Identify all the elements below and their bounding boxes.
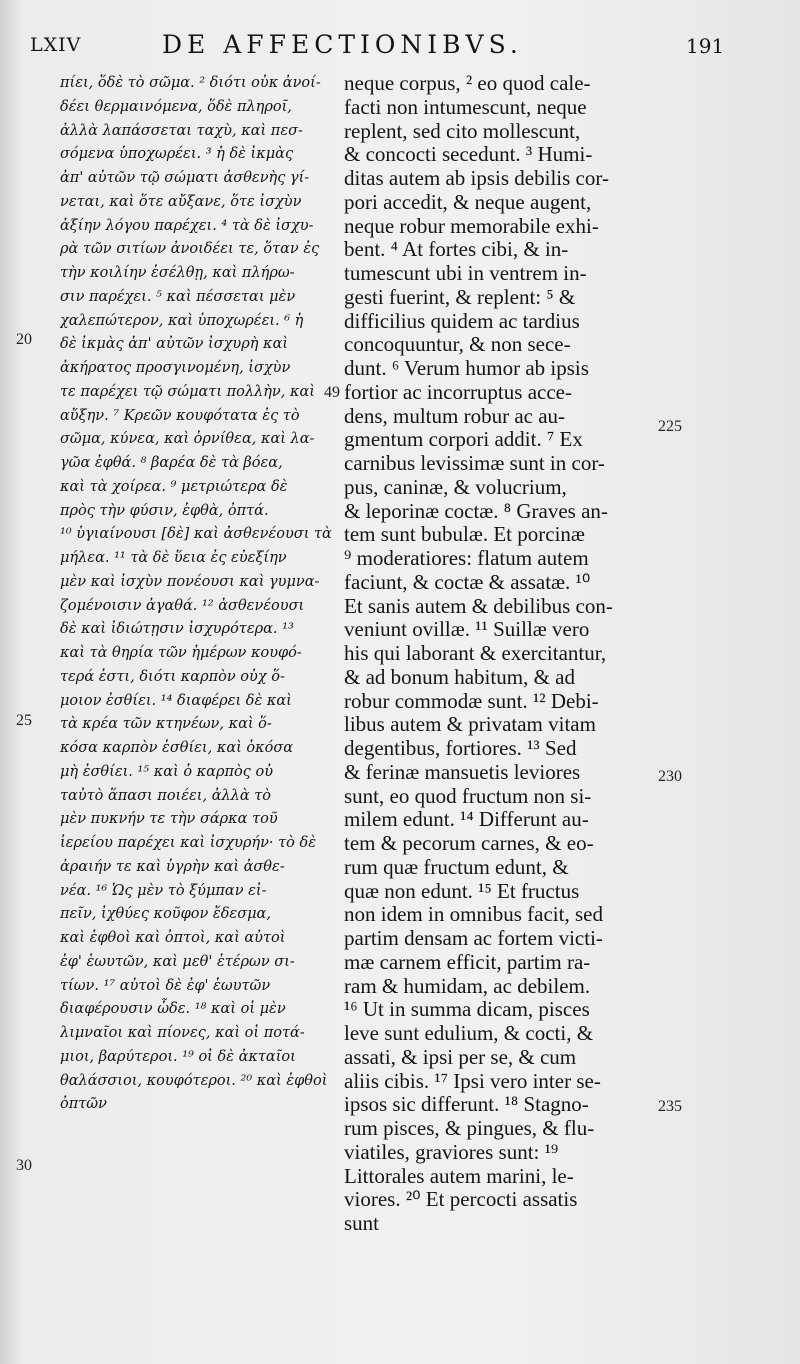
latin-text-line: fortior ac incorruptus acce- [344,380,572,404]
latin-text-line: degentibus, fortiores. ¹³ Sed [344,737,577,760]
greek-text-line: διαφέρουσιν ὧδε. ¹⁸ καὶ οἱ μὲν [60,1001,286,1018]
running-head: DE AFFECTIONIBVS. [162,30,523,59]
greek-text-line: ἀλλὰ λαπάσσεται ταχὺ, καὶ πεσ- [60,122,303,139]
latin-text-line: Littorales autem marini, le- [344,1164,574,1188]
latin-text-line: ⁹ moderatiores: flatum autem [344,547,589,570]
margin-line-number: 20 [16,331,32,348]
greek-text-line: θαλάσσιοι, κουφότεροι. ²⁰ καὶ ἑφθοὶ [60,1072,328,1089]
greek-text-line: ζομένοισιν ἀγαθά. ¹² ἀσθενέουσι [60,597,305,614]
page-header [0,30,800,70]
latin-text-line: replent, sed cito mollescunt, [344,119,581,143]
greek-text-line: μοιον ἐσθίει. ¹⁴ διαφέρει δὲ καὶ [60,692,292,709]
greek-text-line: μιοι, βαρύτεροι. ¹⁹ οἱ δὲ ἀκταῖοι [60,1048,296,1065]
margin-line-number: 225 [658,418,682,435]
greek-text-line: καὶ ἑφθοὶ καὶ ὀπτοὶ, καὶ αὐτοὶ [60,930,286,946]
latin-text-line: & leporinæ coctæ. ⁸ Graves an- [344,499,608,523]
greek-text-line: μὲν πυκνήν τε τὴν σάρκα τοῦ [60,811,278,828]
greek-text-line: ἐφ' ἑωυτῶν, καὶ μεθ' ἑτέρων σι- [60,953,295,970]
latin-text-line: tem sunt bubulæ. Et porcinæ [344,523,585,547]
greek-text-line: ἀραιήν τε καὶ ὑγρὴν καὶ ἀσθε- [60,858,285,875]
latin-text-line: pus, caninæ, & volucrium, [344,475,567,499]
greek-text-line: καὶ τὰ χοίρεα. ⁹ μετριώτερα δὲ [60,478,288,495]
latin-text-line: ipsos sic differunt. ¹⁸ Stagno- [344,1093,589,1117]
latin-text-line: rum quæ fructum edunt, & [344,855,569,879]
greek-text-line: σιν παρέχει. ⁵ καὶ πέσσεται μὲν [60,288,296,305]
greek-text-line: πρὸς τὴν φύσιν, ἑφθὰ, ὀπτά. [60,502,269,519]
latin-text-line: & concocti secedunt. ³ Humi- [344,143,593,167]
latin-text-line: ram & humidam, ac debilem. [344,974,591,998]
greek-text-line: νέα. ¹⁶ Ὡς μὲν τὸ ξύμπαν εἰ- [60,882,267,899]
latin-text-line: quæ non edunt. ¹⁵ Et fructus [344,879,580,903]
greek-text-line: τερά ἐστι, διότι καρπὸν οὐχ ὅ- [60,668,285,685]
latin-text-line: neque robur memorabile exhi- [344,214,599,238]
page-number: 191 [686,34,725,58]
greek-text-line: αὔξην. ⁷ Κρεῶν κουφότατα ἐς τὸ [60,407,300,424]
greek-text-line: ¹⁰ ὑγιαίνουσι [δὲ] καὶ ἀσθενέουσι τὰ [60,526,332,543]
latin-text-line: tem & pecorum carnes, & eo- [344,832,594,855]
latin-text-line: his qui laborant & exercitantur, [344,642,607,665]
greek-text-line: ὀπτῶν [60,1096,107,1113]
latin-column [344,72,660,1236]
latin-text-line: milem edunt. ¹⁴ Differunt au- [344,808,589,832]
latin-text-line: facti non intumescunt, neque [344,95,587,119]
folio-roman: LXIV [30,34,82,56]
margin-line-number: 30 [16,1157,32,1174]
latin-text-line: concoquuntur, & non sece- [344,333,571,357]
greek-text-line: σόμενα ὑποχωρέει. ³ ἡ δὲ ἰκμὰς [60,146,294,163]
latin-text-line: sunt [344,1212,380,1235]
greek-text-line: μὲν καὶ ἰσχὺν πονέουσι καὶ γυμνα- [60,573,320,590]
latin-text-line: pori accedit, & neque augent, [344,190,592,214]
latin-text-line: libus autem & privatam vitam [344,713,596,737]
latin-text-line: assati, & ipsi per se, & cum [344,1045,577,1069]
margin-line-number: 235 [658,1098,682,1115]
latin-text-line: Et sanis autem & debilibus con- [344,594,613,618]
latin-text-line: dunt. ⁶ Verum humor ab ipsis [344,357,589,380]
latin-text-line: viatiles, graviores sunt: ¹⁹ [344,1140,559,1164]
greek-text-line: κόσα καρπὸν ἐσθίει, καὶ ὁκόσα [60,740,294,756]
latin-text-line: mæ carnem efficit, partim ra- [344,950,591,974]
greek-text-line: ἀπ' αὐτῶν τῷ σώματι ἀσθενὴς γί- [60,170,310,186]
latin-text-line: & ferinæ mansuetis leviores [344,760,581,784]
latin-text-line: partim densam ac fortem victi- [344,927,603,950]
latin-text-line: difficilius quidem ac tardius [344,309,580,333]
greek-text-line: μὴ ἐσθίει. ¹⁵ καὶ ὁ καρπὸς οὐ [60,763,274,780]
greek-text-line: πίει, ὅδὲ τὸ σῶμα. ² διότι οὐκ ἀνοί- [60,75,321,91]
latin-text-line: gesti fuerint, & replent: ⁵ & [344,285,576,309]
greek-text-line: τε παρέχει τῷ σώματι πολλὴν, καὶ [60,383,315,400]
latin-text-line: gmentum corpori addit. ⁷ Ex [344,428,583,452]
greek-text-line: δὲ καὶ ἰδιώτῃσιν ἰσχυρότερα. ¹³ [60,621,294,638]
latin-text-line: veniunt ovillæ. ¹¹ Suillæ vero [344,618,590,642]
greek-text-line: δέει θερμαινόμενα, ὅδὲ πληροῖ, [60,98,292,115]
greek-text-line: τὰ κρέα τῶν κτηνέων, καὶ ὅ- [60,716,272,733]
greek-text-line: νεται, καὶ ὅτε αὔξανε, ὅτε ἰσχὺν [60,193,302,210]
greek-text-line: ἀκήρατος προσγινομένη, ἰσχὺν [60,360,291,376]
greek-text-line: λιμναῖοι καὶ πίονες, καὶ οἱ ποτά- [60,1025,305,1041]
margin-line-number: 49 [324,384,340,401]
latin-text-line: neque corpus, ² eo quod cale- [344,72,591,95]
latin-text-line: ¹⁶ Ut in summa dicam, pisces [344,998,590,1022]
latin-text-line: dens, multum robur ac au- [344,404,566,428]
greek-text-line: σῶμα, κύνεα, καὶ ὀρνίθεα, καὶ λα- [60,431,315,448]
greek-text-line: ρὰ τῶν σιτίων ἀνοιδέει τε, ὅταν ἐς [60,241,320,258]
greek-text-line: χαλεπώτερον, καὶ ὑποχωρέει. ⁶ ἡ [60,312,304,329]
latin-text-line: faciunt, & coctæ & assatæ. ¹⁰ [344,570,591,594]
greek-text-line: ἱερείου παρέχει καὶ ἰσχυρήν· τὸ δὲ [60,835,316,851]
greek-text-line: δὲ ἰκμὰς ἀπ' αὐτῶν ἰσχυρὴ καὶ [60,336,289,353]
greek-text-line: μήλεα. ¹¹ τὰ δὲ ὕεια ἐς εὐεξίην [60,550,287,566]
latin-text-line: bent. ⁴ At fortes cibi, & in- [344,238,569,262]
greek-text-line: πεῖν, ἰχθύες κοῦφον ἔδεσμα, [60,906,271,923]
greek-text-line: γῶα ἑφθά. ⁸ βαρέα δὲ τὰ βόεα, [60,455,283,471]
latin-text-line: tumescunt ubi in ventrem in- [344,262,587,285]
greek-text-line: τίων. ¹⁷ αὐτοὶ δὲ ἐφ' ἑωυτῶν [60,977,271,994]
greek-text-line: τὴν κοιλίην ἐσέλθῃ, καὶ πλήρω- [60,265,295,281]
latin-text-line: aliis cibis. ¹⁷ Ipsi vero inter se- [344,1069,601,1093]
greek-text-line: καὶ τὰ θηρία τῶν ἡμέρων κουφό- [60,645,302,661]
greek-column [60,72,335,1117]
latin-text-line: & ad bonum habitum, & ad [344,665,575,689]
latin-text-line: ditas autem ab ipsis debilis cor- [344,167,609,190]
margin-line-number: 230 [658,768,682,785]
latin-text-line: viores. ²⁰ Et percocti assatis [344,1188,578,1212]
latin-text-line: non idem in omnibus facit, sed [344,903,603,927]
latin-text-line: rum pisces, & pingues, & flu- [344,1117,595,1140]
latin-text-line: sunt, eo quod fructum non si- [344,784,592,808]
latin-text-line: robur commodæ sunt. ¹² Debi- [344,689,599,713]
greek-text-line: ταὐτὸ ἅπασι ποιέει, ἀλλὰ τὸ [60,787,272,804]
greek-text-line: ἀξίην λόγου παρέχει. ⁴ τὰ δὲ ἰσχυ- [60,217,314,234]
margin-line-number: 25 [16,712,32,729]
latin-text-line: leve sunt edulium, & cocti, & [344,1022,594,1045]
latin-text-line: carnibus levissimæ sunt in cor- [344,452,605,475]
